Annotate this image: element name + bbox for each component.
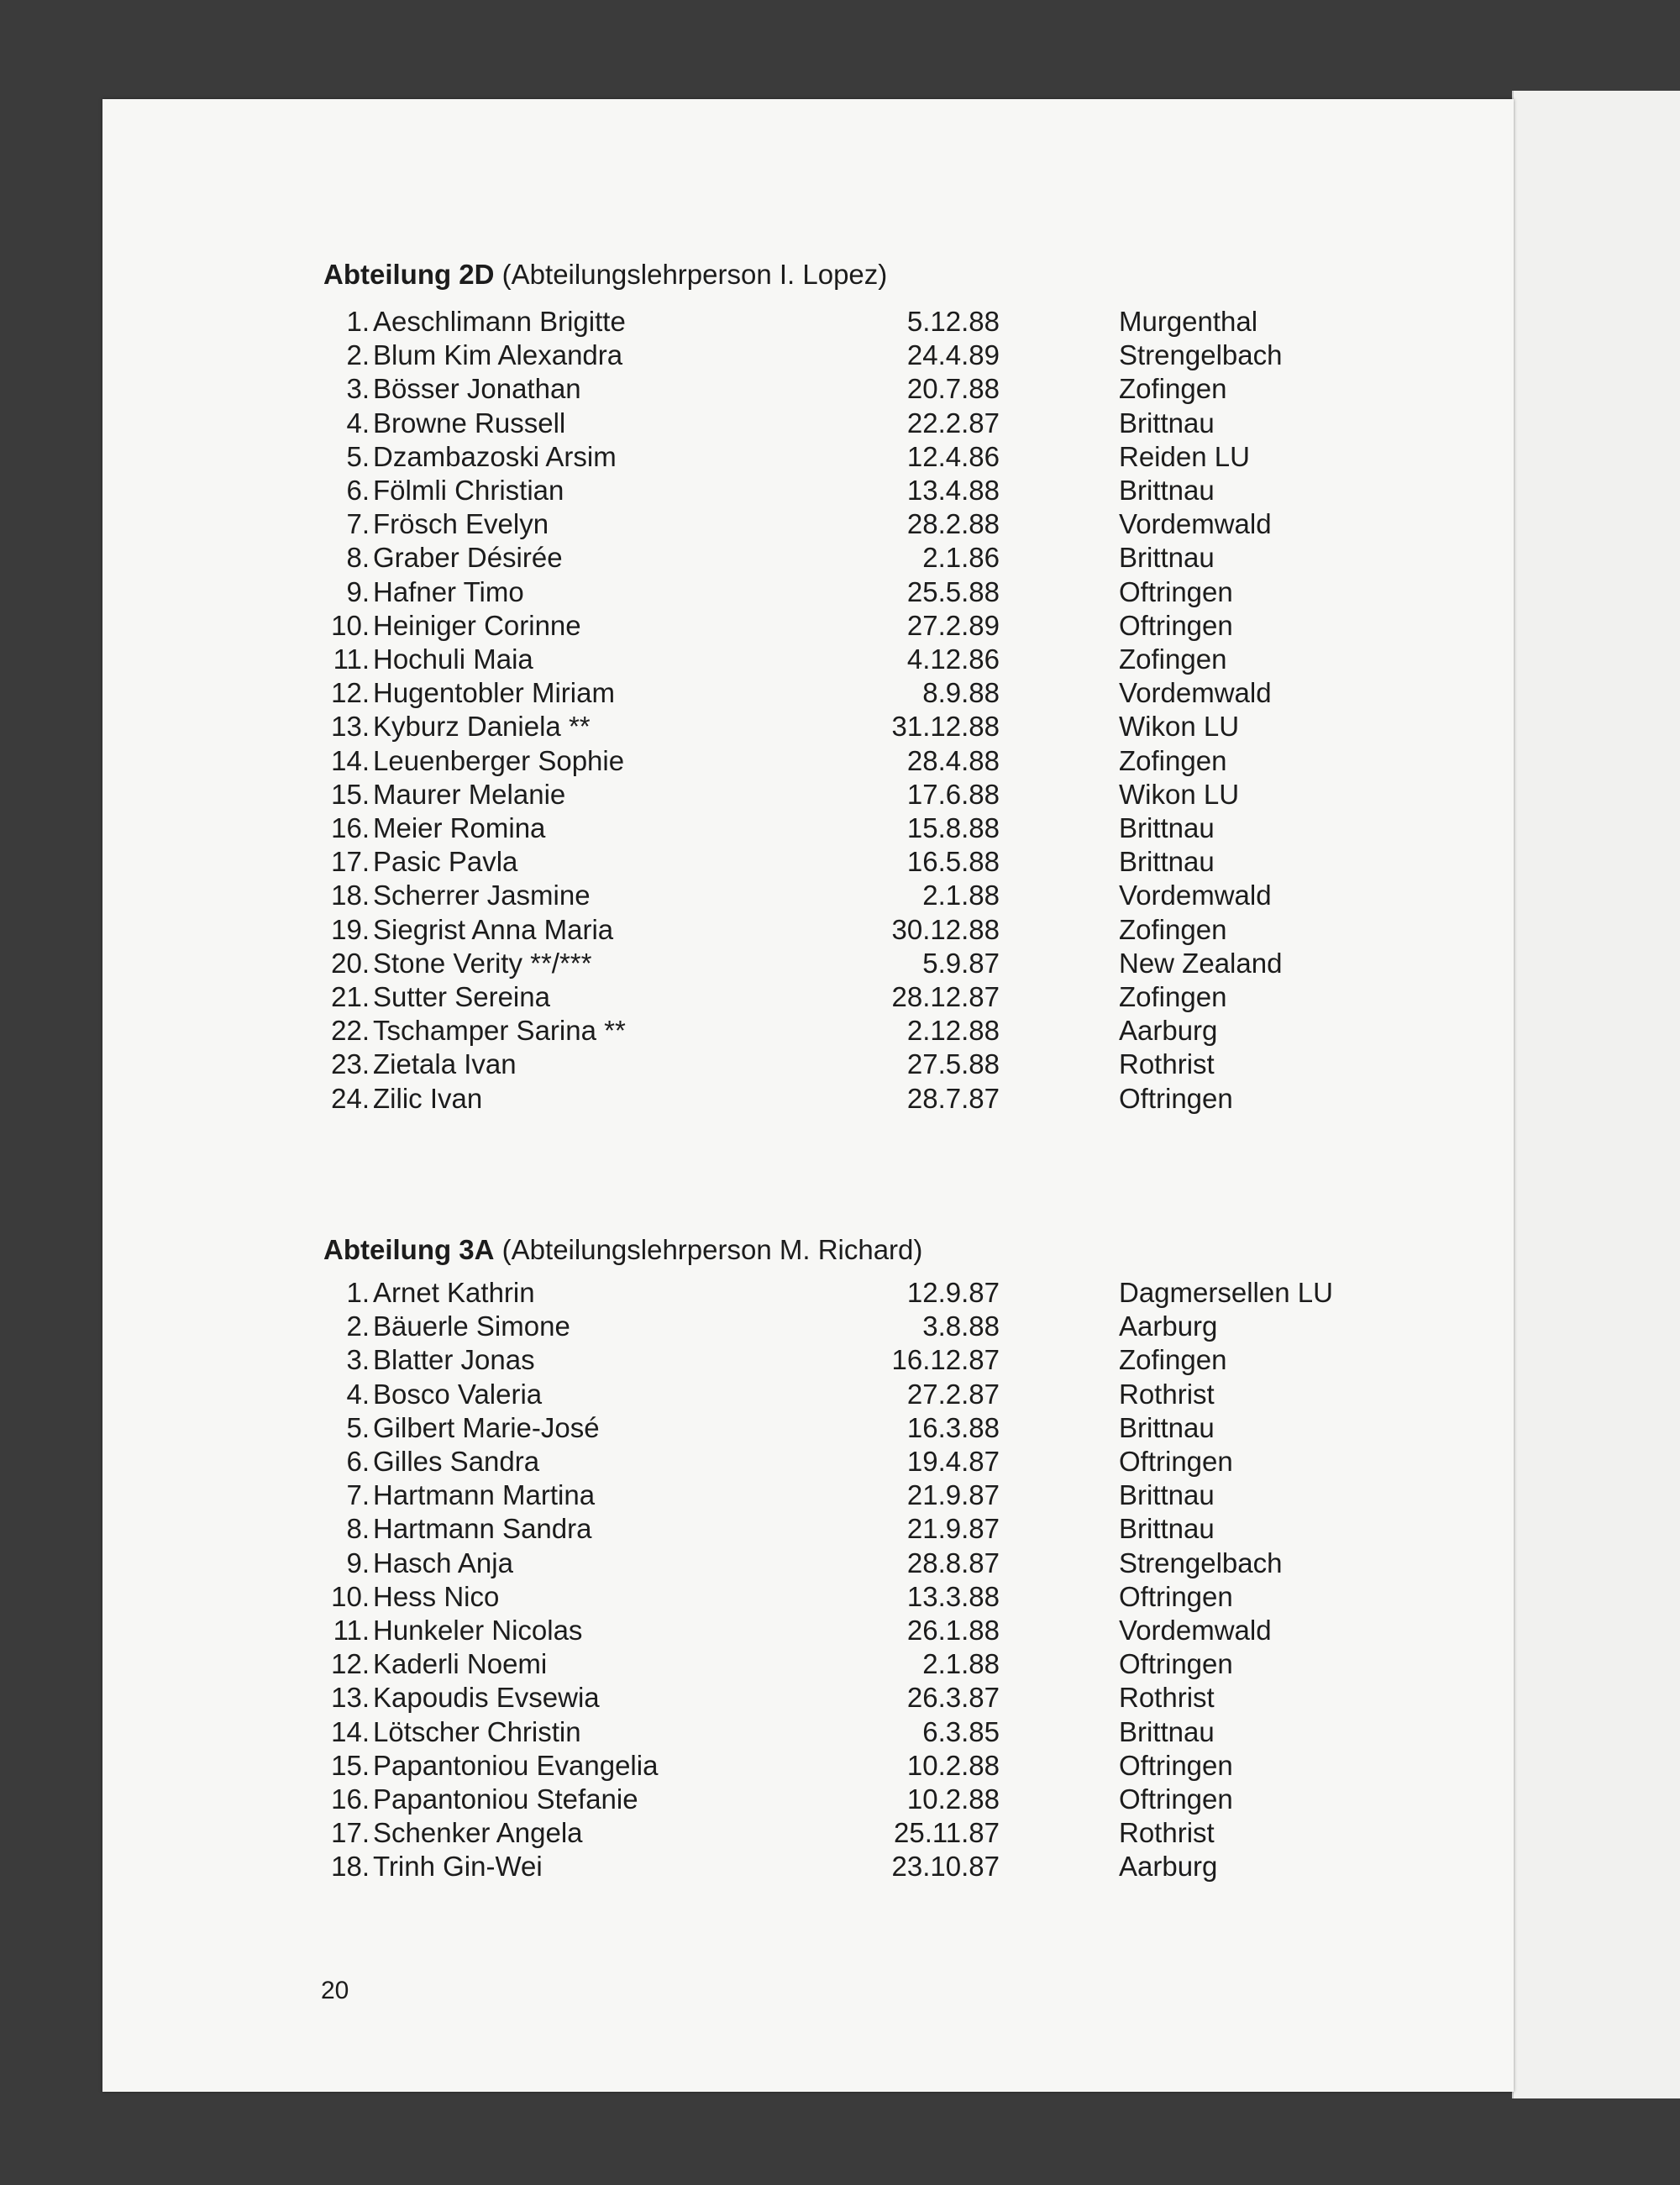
- row-name: Browne Russell: [373, 407, 566, 439]
- row-date: 10.2.88: [906, 1749, 1000, 1781]
- table-row: [102, 1310, 1514, 1344]
- row-name: Papantoniou Stefanie: [373, 1783, 638, 1815]
- row-place: Brittnau: [1119, 1513, 1215, 1545]
- row-place: Oftringen: [1119, 575, 1233, 607]
- row-num: 3.: [346, 1344, 370, 1376]
- table-row: [102, 576, 1514, 610]
- table-row: [102, 407, 1514, 441]
- row-num: 1.: [346, 1277, 370, 1308]
- row-name: Aeschlimann Brigitte: [373, 306, 626, 337]
- row-name: Zietala Ivan: [373, 1048, 517, 1080]
- row-name: Kyburz Daniela **: [373, 711, 591, 743]
- table-row: [102, 1682, 1514, 1715]
- row-name: Maurer Melanie: [373, 778, 566, 810]
- row-place: Wikon LU: [1119, 778, 1240, 810]
- row-date: 20.7.88: [906, 373, 1000, 405]
- row-place: Brittnau: [1119, 812, 1215, 843]
- row-num: 12.: [331, 1648, 370, 1680]
- row-num: 4.: [346, 1378, 370, 1410]
- row-date: 2.1.88: [922, 1648, 1000, 1680]
- row-name: Hochuli Maia: [373, 643, 533, 675]
- row-date: 28.7.87: [906, 1082, 1000, 1114]
- row-num: 20.: [331, 947, 370, 979]
- row-date: 28.12.87: [891, 981, 1000, 1012]
- row-name: Frösch Evelyn: [373, 508, 549, 540]
- row-date: 12.9.87: [906, 1277, 1000, 1308]
- row-date: 6.3.85: [922, 1715, 1000, 1747]
- row-name: Fölmli Christian: [373, 475, 564, 506]
- row-name: Bosco Valeria: [373, 1378, 543, 1410]
- row-name: Kapoudis Evsewia: [373, 1682, 600, 1714]
- row-name: Hasch Anja: [373, 1547, 513, 1578]
- row-num: 13.: [331, 711, 370, 743]
- row-date: 27.2.89: [906, 609, 1000, 641]
- table-row: [102, 542, 1514, 575]
- row-num: 15.: [331, 1749, 370, 1781]
- row-name: Dzambazoski Arsim: [373, 440, 617, 472]
- row-num: 14.: [331, 1715, 370, 1747]
- row-num: 7.: [346, 508, 370, 540]
- row-num: 12.: [331, 677, 370, 709]
- row-place: Brittnau: [1119, 1479, 1215, 1511]
- section-title: Abteilung 2D: [323, 259, 495, 290]
- row-date: 15.8.88: [906, 812, 1000, 843]
- row-date: 26.1.88: [906, 1615, 1000, 1646]
- row-place: Zofingen: [1119, 1344, 1227, 1376]
- table-row: [102, 1344, 1514, 1378]
- row-place: Zofingen: [1119, 373, 1227, 405]
- row-place: Wikon LU: [1119, 711, 1240, 743]
- row-date: 2.12.88: [906, 1015, 1000, 1047]
- table-row: [102, 1479, 1514, 1513]
- row-num: 19.: [331, 913, 370, 945]
- row-num: 3.: [346, 373, 370, 405]
- row-date: 17.6.88: [906, 778, 1000, 810]
- row-num: 5.: [346, 440, 370, 472]
- row-place: Dagmersellen LU: [1119, 1277, 1333, 1308]
- row-name: Bäuerle Simone: [373, 1310, 570, 1342]
- row-place: Oftringen: [1119, 1082, 1233, 1114]
- row-place: Oftringen: [1119, 1648, 1233, 1680]
- table-row: [102, 1817, 1514, 1851]
- table-row: [102, 1581, 1514, 1615]
- row-place: Oftringen: [1119, 1749, 1233, 1781]
- row-num: 24.: [331, 1082, 370, 1114]
- table-row: [102, 1750, 1514, 1783]
- row-date: 24.4.89: [906, 339, 1000, 371]
- section-heading-3a: [323, 1234, 922, 1266]
- row-name: Kaderli Noemi: [373, 1648, 548, 1680]
- table-row: [102, 441, 1514, 475]
- row-name: Siegrist Anna Maria: [373, 913, 614, 945]
- table-row: [102, 1412, 1514, 1446]
- row-num: 2.: [346, 1310, 370, 1342]
- document-page: [102, 99, 1514, 2092]
- row-num: 6.: [346, 475, 370, 506]
- row-name: Hartmann Sandra: [373, 1513, 592, 1545]
- row-num: 13.: [331, 1682, 370, 1714]
- row-date: 5.12.88: [906, 306, 1000, 337]
- row-place: Brittnau: [1119, 542, 1215, 574]
- table-row: [102, 981, 1514, 1015]
- row-date: 31.12.88: [891, 711, 1000, 743]
- row-place: Brittnau: [1119, 1715, 1215, 1747]
- row-num: 23.: [331, 1048, 370, 1080]
- row-date: 12.4.86: [906, 440, 1000, 472]
- row-place: Oftringen: [1119, 1783, 1233, 1815]
- table-row: [102, 1083, 1514, 1116]
- row-num: 18.: [331, 1851, 370, 1883]
- row-date: 13.4.88: [906, 475, 1000, 506]
- row-num: 6.: [346, 1446, 370, 1477]
- row-date: 19.4.87: [906, 1446, 1000, 1477]
- row-name: Gilbert Marie-José: [373, 1411, 600, 1443]
- row-date: 21.9.87: [906, 1513, 1000, 1545]
- row-name: Hafner Timo: [373, 575, 524, 607]
- row-name: Heiniger Corinne: [373, 609, 581, 641]
- row-num: 16.: [331, 1783, 370, 1815]
- row-date: 26.3.87: [906, 1682, 1000, 1714]
- row-place: Reiden LU: [1119, 440, 1250, 472]
- row-num: 14.: [331, 744, 370, 776]
- row-date: 3.8.88: [922, 1310, 1000, 1342]
- row-date: 8.9.88: [922, 677, 1000, 709]
- table-row: [102, 643, 1514, 677]
- row-num: 22.: [331, 1015, 370, 1047]
- table-row: [102, 1716, 1514, 1750]
- row-name: Hess Nico: [373, 1580, 500, 1612]
- row-place: Zofingen: [1119, 981, 1227, 1012]
- row-num: 10.: [331, 609, 370, 641]
- row-date: 16.5.88: [906, 846, 1000, 878]
- row-place: Murgenthal: [1119, 306, 1258, 337]
- row-num: 9.: [346, 1547, 370, 1578]
- row-place: Aarburg: [1119, 1015, 1218, 1047]
- row-place: Strengelbach: [1119, 339, 1283, 371]
- row-num: 11.: [333, 643, 370, 675]
- row-num: 11.: [333, 1615, 370, 1646]
- row-date: 2.1.86: [922, 542, 1000, 574]
- row-name: Blatter Jonas: [373, 1344, 535, 1376]
- row-date: 21.9.87: [906, 1479, 1000, 1511]
- row-name: Tschamper Sarina **: [373, 1015, 626, 1047]
- row-date: 16.3.88: [906, 1411, 1000, 1443]
- row-name: Scherrer Jasmine: [373, 880, 591, 911]
- row-num: 9.: [346, 575, 370, 607]
- row-date: 25.11.87: [893, 1817, 1000, 1849]
- row-num: 16.: [331, 812, 370, 843]
- row-date: 4.12.86: [906, 643, 1000, 675]
- row-place: Rothrist: [1119, 1682, 1215, 1714]
- row-name: Schenker Angela: [373, 1817, 583, 1849]
- row-date: 22.2.87: [906, 407, 1000, 439]
- row-place: Oftringen: [1119, 1446, 1233, 1477]
- row-place: Rothrist: [1119, 1378, 1215, 1410]
- row-num: 15.: [331, 778, 370, 810]
- row-place: Brittnau: [1119, 846, 1215, 878]
- row-place: Brittnau: [1119, 475, 1215, 506]
- table-row: [102, 1446, 1514, 1479]
- table-row: [102, 880, 1514, 913]
- table-row: [102, 1513, 1514, 1547]
- row-name: Sutter Sereina: [373, 981, 550, 1012]
- facing-page: [1512, 91, 1680, 2098]
- row-place: Rothrist: [1119, 1048, 1215, 1080]
- row-num: 4.: [346, 407, 370, 439]
- row-place: Strengelbach: [1119, 1547, 1283, 1578]
- row-num: 21.: [331, 981, 370, 1012]
- row-date: 28.2.88: [906, 508, 1000, 540]
- row-num: 17.: [331, 1817, 370, 1849]
- table-row: [102, 1851, 1514, 1884]
- table-row: [102, 610, 1514, 643]
- row-date: 27.5.88: [906, 1048, 1000, 1080]
- page-number: 20: [321, 1977, 349, 2004]
- row-place: Vordemwald: [1119, 677, 1272, 709]
- row-name: Hunkeler Nicolas: [373, 1615, 583, 1646]
- row-num: 10.: [331, 1580, 370, 1612]
- row-place: Rothrist: [1119, 1817, 1215, 1849]
- table-row: [102, 1015, 1514, 1048]
- row-date: 23.10.87: [891, 1851, 1000, 1883]
- row-place: Aarburg: [1119, 1310, 1218, 1342]
- table-row: [102, 339, 1514, 373]
- row-place: Oftringen: [1119, 1580, 1233, 1612]
- row-name: Zilic Ivan: [373, 1082, 483, 1114]
- table-row: [102, 475, 1514, 508]
- row-name: Trinh Gin-Wei: [373, 1851, 543, 1883]
- row-place: Vordemwald: [1119, 508, 1272, 540]
- row-place: Brittnau: [1119, 407, 1215, 439]
- table-row: [102, 1615, 1514, 1648]
- section-subtitle: (Abteilungslehrperson I. Lopez): [501, 259, 888, 290]
- row-name: Papantoniou Evangelia: [373, 1749, 659, 1781]
- row-place: Zofingen: [1119, 744, 1227, 776]
- row-date: 5.9.87: [922, 947, 1000, 979]
- row-date: 16.12.87: [891, 1344, 1000, 1376]
- row-date: 2.1.88: [922, 880, 1000, 911]
- row-num: 5.: [346, 1411, 370, 1443]
- row-date: 28.8.87: [906, 1547, 1000, 1578]
- row-place: Vordemwald: [1119, 1615, 1272, 1646]
- row-date: 27.2.87: [906, 1378, 1000, 1410]
- table-row: [102, 914, 1514, 948]
- row-place: Brittnau: [1119, 1411, 1215, 1443]
- row-name: Hugentobler Miriam: [373, 677, 615, 709]
- table-row: [102, 812, 1514, 846]
- row-name: Hartmann Martina: [373, 1479, 596, 1511]
- table-row: [102, 1379, 1514, 1412]
- row-num: 8.: [346, 1513, 370, 1545]
- row-name: Lötscher Christin: [373, 1715, 581, 1747]
- row-date: 10.2.88: [906, 1783, 1000, 1815]
- table-row: [102, 1277, 1514, 1310]
- table-row: [102, 745, 1514, 779]
- table-row: [102, 1648, 1514, 1682]
- row-name: Pasic Pavla: [373, 846, 518, 878]
- row-date: 13.3.88: [906, 1580, 1000, 1612]
- row-place: Zofingen: [1119, 913, 1227, 945]
- row-num: 8.: [346, 542, 370, 574]
- table-row: [102, 1783, 1514, 1817]
- table-row: [102, 779, 1514, 812]
- table-row: [102, 306, 1514, 339]
- row-place: Oftringen: [1119, 609, 1233, 641]
- row-num: 1.: [346, 306, 370, 337]
- row-name: Graber Désirée: [373, 542, 563, 574]
- table-row: [102, 1048, 1514, 1082]
- row-name: Gilles Sandra: [373, 1446, 540, 1477]
- row-date: 28.4.88: [906, 744, 1000, 776]
- row-date: 25.5.88: [906, 575, 1000, 607]
- row-num: 2.: [346, 339, 370, 371]
- table-row: [102, 1547, 1514, 1581]
- row-place: Vordemwald: [1119, 880, 1272, 911]
- row-num: 17.: [331, 846, 370, 878]
- row-place: Zofingen: [1119, 643, 1227, 675]
- table-row: [102, 711, 1514, 744]
- table-row: [102, 508, 1514, 542]
- table-row: [102, 846, 1514, 880]
- row-name: Arnet Kathrin: [373, 1277, 535, 1308]
- row-name: Meier Romina: [373, 812, 546, 843]
- table-row: [102, 373, 1514, 407]
- table-row: [102, 948, 1514, 981]
- row-date: 30.12.88: [891, 913, 1000, 945]
- section-heading-2d: [323, 259, 887, 291]
- row-name: Leuenberger Sophie: [373, 744, 625, 776]
- row-place: New Zealand: [1119, 947, 1283, 979]
- row-name: Bösser Jonathan: [373, 373, 581, 405]
- row-num: 18.: [331, 880, 370, 911]
- row-name: Blum Kim Alexandra: [373, 339, 623, 371]
- row-place: Aarburg: [1119, 1851, 1218, 1883]
- table-row: [102, 677, 1514, 711]
- row-num: 7.: [346, 1479, 370, 1511]
- section-subtitle: (Abteilungslehrperson M. Richard): [501, 1234, 923, 1265]
- row-name: Stone Verity **/***: [373, 947, 592, 979]
- section-title: Abteilung 3A: [323, 1234, 495, 1265]
